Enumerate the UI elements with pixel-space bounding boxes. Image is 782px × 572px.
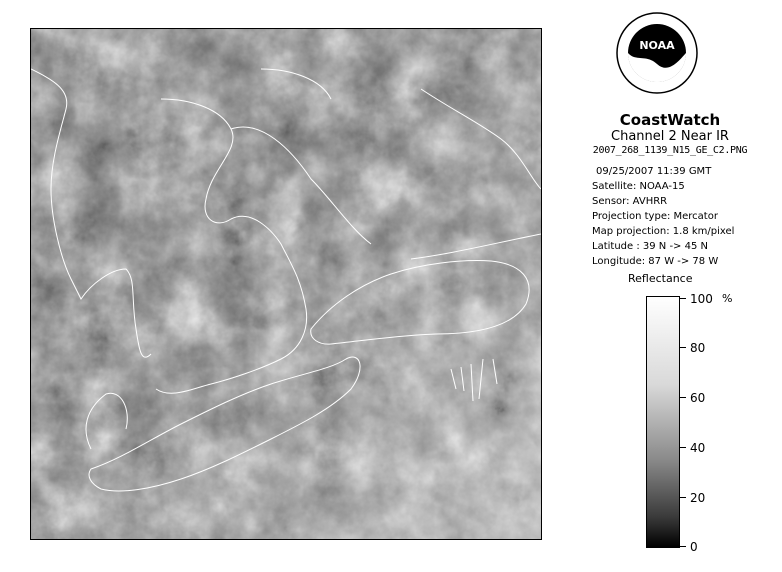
colorbar-tick [680,497,686,498]
datetime: 09/25/2007 11:39 GMT [596,166,712,177]
colorbar-tick-label: 100 [690,292,713,306]
colorbar-tick-label: 60 [690,391,706,405]
colorbar [646,296,680,548]
image-filename: 2007_268_1139_N15_GE_C2.PNG [592,145,748,156]
channel-title: Channel 2 Near IR [611,129,729,144]
logo-text: NOAA [639,39,675,52]
metadata-block [592,164,734,269]
colorbar-tick [680,298,686,299]
colorbar-tick-label: 0 [690,540,698,554]
satellite-image-svg [31,29,541,539]
colorbar-tick [680,347,686,348]
colorbar-tick [680,447,686,448]
colorbar-tick-label: 20 [690,491,706,505]
projection-type: Projection type: Mercator [592,211,718,222]
noaa-logo [616,12,698,94]
colorbar-tick [680,546,686,547]
latitude: Latitude : 39 N -> 45 N [592,241,708,252]
longitude: Longitude: 87 W -> 78 W [592,256,719,267]
map-projection: Map projection: 1.8 km/pixel [592,226,735,237]
noaa-logo-svg [616,12,698,94]
colorbar-unit: % [722,292,733,305]
sensor: Sensor: AVHRR [592,196,668,207]
colorbar-tick-label: 80 [690,341,706,355]
colorbar-title: Reflectance [628,272,693,285]
colorbar-tick-label: 40 [690,441,706,455]
satellite-image [30,28,542,540]
header-block [560,112,780,158]
satellite: Satellite: NOAA-15 [592,181,685,192]
brand-title: CoastWatch [619,111,721,129]
colorbar-tick [680,397,686,398]
